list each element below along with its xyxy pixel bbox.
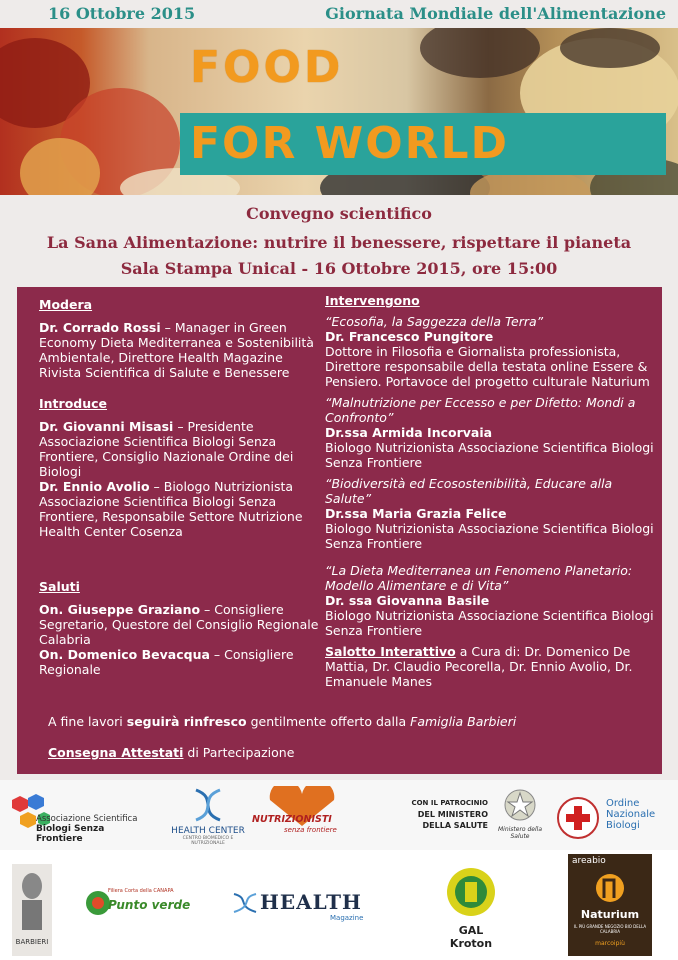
speaker-desc: Biologo Nutrizionista Associazione Scientifica Biologi Senza Frontiere [325,521,654,551]
refreshment-sponsor: Famiglia Barbieri [410,714,517,729]
ordine-seal-icon [556,796,600,840]
title-for-world: FOR WORLD [190,118,510,169]
greeting-desc: – Consigliere Segretario, Questore del Consiglio Regionale Calabria [39,602,319,647]
ministero-sign: Ministero della Salute [497,826,543,840]
talk-topic: “Malnutrizione per Eccesso e per Difetto: Mondi a Confronto” [325,395,636,425]
talk-topic: “La Dieta Mediterranea un Fenomeno Planetario: Modello Alimentare e di Vita” [325,563,633,593]
section-modera: Modera [39,297,93,312]
puntoverde-small: Filiera Corta della CANAPA [108,888,174,894]
program-panel [17,287,662,774]
certificate-note [48,745,648,760]
introducer-name: Dr. Ennio Avolio [39,479,150,494]
introducer-name: Dr. Giovanni Misasi [39,419,174,434]
nutrizionisti-sub: senza frontiere [284,826,337,834]
speaker-desc: Biologo Nutrizionista Associazione Scientifica Biologi Senza Frontiere [325,608,654,638]
ministero-emblem [490,788,550,840]
nutrizionisti-logo [252,786,352,846]
logos-row-1 [0,780,678,850]
bsf-line1: Associazione Scientifica [36,814,138,824]
barbieri-logo [12,864,52,956]
section-intervengono: Intervengono [325,293,420,308]
dna-small-icon [230,892,260,914]
greeting-entry [39,602,319,647]
portrait-icon [14,864,50,934]
logos-row-2 [0,850,678,960]
naturium-sub: IL PIÙ GRANDE NEGOZIO BIO DELLA CALABRIA [573,924,647,934]
areabio-text: areabio [572,856,606,866]
health-magazine-logo [230,890,370,930]
speaker-desc: Biologo Nutrizionista Associazione Scientifica Biologi Senza Frontiere [325,440,654,470]
health-mag-text: HEALTH [260,890,362,914]
introducer-entry [39,479,319,539]
salotto-desc: a Cura di: Dr. Domenico De Mattia, Dr. Claudio Pecorella, Dr. Ennio Avolio, Dr. Emanuele Manes [325,644,633,689]
greeting-name: On. Giuseppe Graziano [39,602,201,617]
health-center-text: HEALTH CENTER [171,826,245,836]
section-saluti: Saluti [39,579,80,594]
introducer-desc: – Biologo Nutrizionista Associazione Scientifica Biologi Senza Frontiere, Responsabile Settore Nutrizione Health Center Cosenza [39,479,303,539]
bsf-line2: Biologi Senza Frontiere [36,824,105,844]
speaker-name: Dr.ssa Armida Incorvaia [325,425,493,440]
event-date: 16 Ottobre 2015 [48,4,196,23]
speaker-name: Dr.ssa Maria Grazia Felice [325,506,507,521]
certificate-bold: Consegna Attestati [48,745,184,760]
health-center-sub: CENTRO BIOMEDICO E NUTRIZIONALE [182,836,234,846]
moderator-desc: – Manager in Green Economy Dieta Mediterranea e Sostenibilità Ambientale, Direttore Health Magazine Rivista Scientifica di Salute e Benessere [39,320,314,380]
republic-emblem-icon [502,788,538,822]
naturium-logo [568,854,652,956]
bsf-logo [8,792,148,844]
section-introduce: Introduce [39,396,108,411]
talk-topic: “Biodiversità ed Ecosostenibilità, Educare alla Salute” [325,476,613,506]
salotto-title: Salotto Interattivo [325,644,456,659]
greeting-name: On. Domenico Bevacqua [39,647,210,662]
introducer-entry [39,419,319,479]
world-food-day: Giornata Mondiale dell'Alimentazione [325,4,666,23]
marcoipiu-text: marcoipiù [595,940,625,947]
salotto-entry [325,644,657,689]
moderator-entry [39,320,319,380]
conference-title: La Sana Alimentazione: nutrire il benessere, rispettare il pianeta [46,233,632,252]
ministero-line1: CON IL PATROCINIO [411,799,488,807]
conference-type: Convegno scientifico [246,204,432,223]
health-mag-sub: Magazine [330,914,364,922]
title-food: FOOD [190,42,344,93]
conference-venue: Sala Stampa Unical - 16 Ottobre 2015, ore 15:00 [120,259,558,278]
naturium-leaf-icon [592,872,628,904]
refreshment-text: A fine lavori [48,714,127,729]
program-right-column [325,293,657,689]
naturium-text: Naturium [580,908,640,921]
puntoverde-logo [84,888,194,924]
speaker-desc: Dottore in Filosofia e Giornalista professionista, Direttore responsabile della testata online Essere & Pensiero. Portavoce del progetto culturale Naturium [325,344,650,389]
certificate-text: di Partecipazione [183,745,295,760]
dna-icon [188,788,228,822]
health-center-logo [168,788,248,844]
program-left-column [39,297,319,677]
speaker-name: Dr. ssa Giovanna Basile [325,593,490,608]
ministero-line3: DELLA SALUTE [422,821,488,830]
refreshment-text: gentilmente offerto dalla [246,714,411,729]
barbieri-text: BARBIERI [15,938,49,946]
greeting-entry [39,647,319,677]
refreshment-note [48,714,648,729]
moderator-name: Dr. Corrado Rossi [39,320,161,335]
gal-kroton-logo [436,864,506,954]
puntoverde-text: Punto verde [108,898,191,912]
nutrizionisti-text: NUTRIZIONISTI [252,814,332,825]
ordine-text: Ordine Nazionale Biologi [606,798,656,831]
ministero-line2: DEL MINISTERO [417,810,488,819]
greeting-desc: – Consigliere Regionale [39,647,294,677]
ordine-biologi-logo [556,796,676,840]
speaker-name: Dr. Francesco Pungitore [325,329,494,344]
gal-emblem-icon [445,864,497,920]
ministero-text-logo [398,798,488,831]
refreshment-bold: seguirà rinfresco [126,714,247,729]
introducer-desc: – Presidente Associazione Scientifica Biologi Senza Frontiere, Consiglio Nazionale Ordine dei Biologi [39,419,294,479]
top-bar [0,0,678,28]
talk-topic: “Ecosofia, la Saggezza della Terra” [325,314,544,329]
gal-text: GAL Kroton [449,924,493,950]
